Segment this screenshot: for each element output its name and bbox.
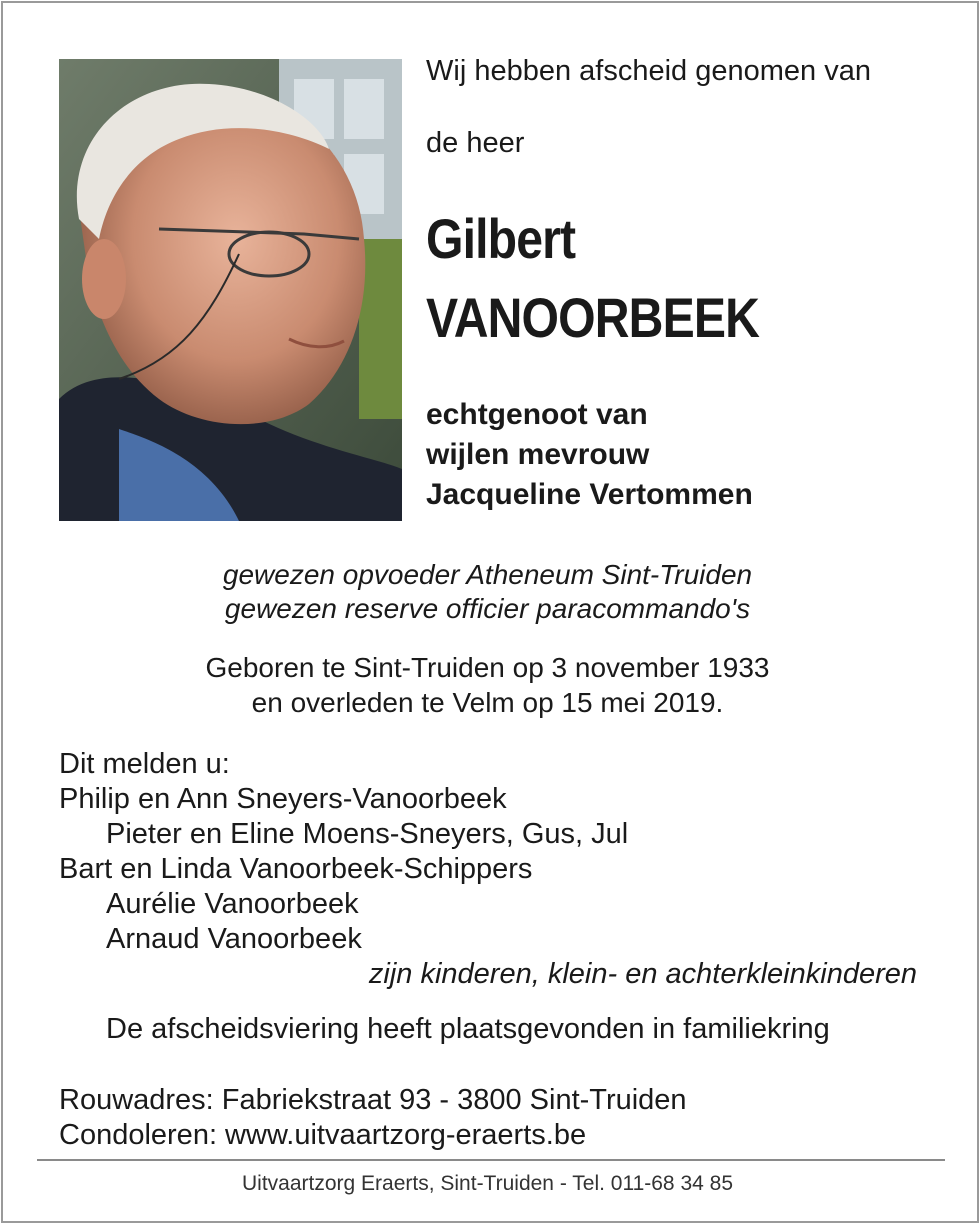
spouse-line-1: echtgenoot van [426,398,648,431]
spouse-line-2: wijlen mevrouw [426,438,650,471]
family-heading: Dit melden u: [59,748,230,780]
family-member: Aurélie Vanoorbeek [106,888,359,920]
last-name: VANOORBEEK [426,286,760,349]
portrait-image [59,59,402,521]
condolence-website[interactable]: Condoleren: www.uitvaartzorg-eraerts.be [59,1119,587,1151]
family-member: Bart en Linda Vanoorbeek-Schippers [59,853,533,885]
mourning-address: Rouwadres: Fabriekstraat 93 - 3800 Sint-Truiden [59,1084,687,1116]
ceremony-text: De afscheidsviering heeft plaatsgevonden in familiekring [106,1013,830,1045]
spouse-line-3: Jacqueline Vertommen [426,478,753,511]
career-line-2: gewezen reserve officier paracommando's [224,593,751,624]
footer-funeral-home: Uitvaartzorg Eraerts, Sint-Truiden - Tel. 011-68 34 85 [241,1172,733,1195]
title-prefix: de heer [426,127,525,159]
intro-text: Wij hebben afscheid genomen van [426,55,871,87]
family-relation: zijn kinderen, klein- en achterkleinkinderen [368,958,917,990]
family-member: Philip en Ann Sneyers-Vanoorbeek [59,783,507,815]
family-member: Pieter en Eline Moens-Sneyers, Gus, Jul [106,818,629,850]
birth-line: Geboren te Sint-Truiden op 3 november 1933 [205,652,770,683]
death-line: en overleden te Velm op 15 mei 2019. [251,687,724,718]
family-member: Arnaud Vanoorbeek [106,923,362,955]
first-name: Gilbert [426,207,576,270]
career-line-1: gewezen opvoeder Atheneum Sint-Truiden [222,559,753,590]
footer-divider [37,1159,945,1161]
portrait-photo [59,59,402,521]
